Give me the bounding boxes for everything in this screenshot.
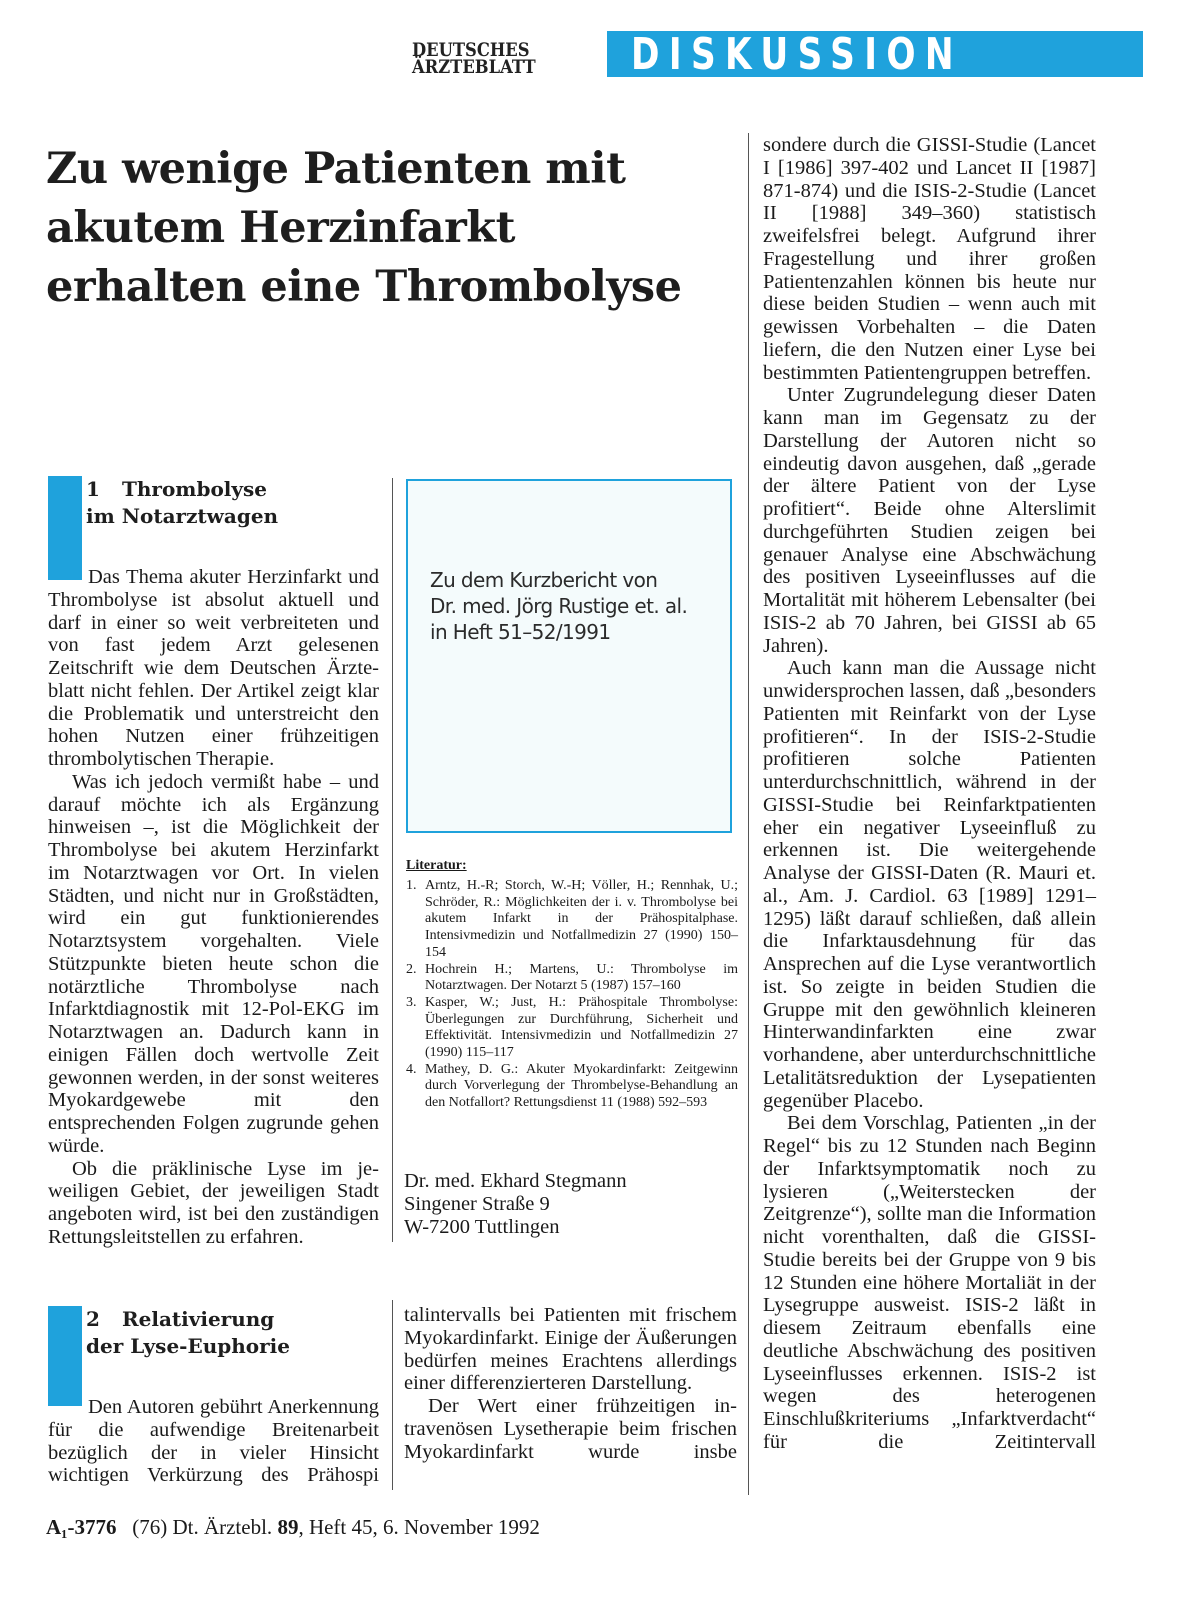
box-line3: in Heft 51–52/1991	[430, 620, 611, 644]
column-rule	[392, 478, 393, 1242]
section2-heading	[86, 1306, 290, 1360]
literature-item: 3. Kasper, W.; Just, H.: Prähospitale Thrombolyse: Überlegungen zur Durchführung, Sicherheit und Effektivität. Intensivmedizin und Notfallmedizin 27 (1990) 115–117	[406, 994, 738, 1061]
literature-item: 1. Arntz, H.-R; Storch, W.-H; Völler, H.; Rennhak, U.; Schröder, R.: Möglichkeiten der i. v. Thrombolyse bei akutem Infarkt in der Prähospitalphase. Intensivmedizin und Notfallmedizin 27 (1990) 150–154	[406, 878, 738, 960]
paragraph: Der Wert einer frühzeitigen intravenösen Lysetherapie beim frischen Myokardinfarkt wurde insbe	[404, 1395, 737, 1463]
paragraph: sondere durch die GISSI-Studie (Lancet I [1986] 397-402 und Lancet II [1987] 871-874) und die ISIS-2-Studie (Lancet II [1988] 349–360) statistisch zweifelsfrei belegt. Aufgrund ihrer Fragestellung und ihrer großen Patientenzahlen können bis heute nur diese beiden Studien – wenn auch mit gewissen Vorbehalten – die Daten liefern, die den Nutzen einer Lyse bei bestimmten Patientengruppen betreffen.	[763, 134, 1096, 384]
column-rule	[392, 1300, 393, 1490]
paragraph: Bei dem Vorschlag, Patienten „in der Regel“ bis zu 12 Stunden nach Beginn der Infarktsymptomatik noch zu lysieren („Weiterstecken der Zeitgrenze“), sollte man die Information nicht vorenthalten, daß die GISSI-Studie bereits bei der Gruppe von 9 bis 12 Stunden eine höhere Mortaliät in der Lysegruppe ausweist. ISIS-2 läßt in diesem Zeitraum ebenfalls eine deutliche Abschwächung des positiven Lyseeinflusses erkennen. ISIS-2 ist wegen des heterogenen Einschlußkriteriums „Infarktverdacht“ für die Zeitintervall	[763, 1112, 1096, 1453]
section-marker-bar	[48, 476, 82, 580]
section2-text	[48, 1396, 379, 1487]
masthead-line1: DEUTSCHES	[412, 39, 530, 61]
literature-item: 4. Mathey, D. G.: Akuter Myokardinfarkt: Zeitgewinn durch Vorverlegung der Thrombelyse-Behandlung an den Notfallort? Rettungsdienst 11 (1988) 592–593	[406, 1061, 738, 1111]
section2-number: 2	[86, 1307, 100, 1331]
paragraph: talintervalls bei Patienten mit frischem Myokardinfarkt. Einige der Äußerungen bedürfen meines Erachtens allerdings einer differenzierteren Darstellung.	[404, 1304, 737, 1395]
paragraph: Ob die präklinische Lyse im jeweiligen Gebiet, der jeweiligen Stadt angeboten wird, ist bei den zuständigen Rettungsleitstellen zu erfahren.	[48, 1157, 379, 1248]
paragraph: Unter Zugrundelegung dieser Daten kann man im Gegensatz zu der Darstellung der Autoren nicht so eindeutig davon ausgehen, daß „gerade der ältere Patient von der Lyse profitiert“. Beide ohne Alterslimit durchgeführten Studien zeigen bei genauer Analyse eine Abschwächung des positiven Lyseeinflusses auf die Mortalität mit höherem Lebensalter (bei ISIS-2 ab 70 Jahren, bei GISSI ab 65 Jahren).	[763, 384, 1096, 657]
section1-number: 1	[86, 477, 100, 501]
column2-bottom-text	[404, 1304, 737, 1463]
title-line: Zu wenige Patienten mit	[46, 144, 626, 194]
article-title	[46, 140, 766, 317]
paragraph: Auch kann man die Aussage nicht unwidersprochen lassen, daß „besonders Patienten mit Reinfarkt von der Lyse profitieren“. In der ISIS-2-Studie profitieren solche Patienten unterdurchschnittlich, während in der GISSI-Studie bei Reinfarktpatienten eher ein negativer Lyseeinfluß zu erkennen ist. Die weitergehende Analyse der GISSI-Daten (R. Mauri et. al., Am. J. Cardiol. 63 [1989] 1291–1295) läßt darauf schließen, daß allein die Infarktausdehnung für das Ansprechen auf die Lyse verantwortlich ist. So zeigte in beiden Studien die Gruppe mit den gewöhnlich kleineren Hinterwandinfarkten eine zwar vorhandene, aber unterdurchschnittliche Letalitätsreduktion der Lysepatienten gegenüber Placebo.	[763, 657, 1096, 1112]
section-marker-bar	[48, 1306, 82, 1406]
literature-heading: Literatur:	[406, 858, 467, 873]
box-line2: Dr. med. Jörg Rustige et. al.	[430, 594, 688, 618]
column-rule	[748, 133, 749, 1495]
literature-list	[406, 878, 738, 1112]
section1-title-line2: im Notarztwagen	[86, 504, 279, 528]
page-code: A₁-3776	[46, 1515, 117, 1539]
citation-post: , Heft 45, 6. November 1992	[298, 1515, 540, 1539]
author-address	[404, 1170, 627, 1239]
box-line1: Zu dem Kurzbericht von	[430, 568, 658, 592]
author-name: Dr. med. Ekhard Stegmann	[404, 1170, 627, 1192]
section-banner	[607, 29, 1143, 80]
section1-heading	[86, 476, 278, 530]
section-label: DISKUSSION	[631, 29, 963, 80]
column3-text	[763, 134, 1096, 1454]
citation-pre: (76) Dt. Ärztebl.	[132, 1515, 273, 1539]
page-footer	[46, 1515, 540, 1540]
paragraph: Das Thema akuter Herzinfarkt und Thrombolyse ist absolut aktuell und darf in einer so weit verbreiteten und von fast jedem Arzt gelesenen Zeitschrift wie dem Deutschen Ärzteblatt nicht fehlen. Der Artikel zeigt klar die Problematik und unterstreicht den hohen Nutzen einer frühzeitigen thrombolytischen Therapie.	[48, 566, 379, 770]
title-line: akutem Herzinfarkt	[46, 203, 515, 253]
citation-volume: 89	[277, 1515, 299, 1539]
paragraph: Den Autoren gebührt Anerkennung für die aufwendige Breitenarbeit bezüglich der in vieler Hinsicht wichtigen Verkürzung des Prähospi	[48, 1396, 379, 1487]
literature-item: 2. Hochrein H.; Martens, U.: Thrombolyse im Notarztwagen. Der Notarzt 5 (1987) 157–160	[406, 961, 738, 994]
section1-text	[48, 566, 379, 1249]
reference-box	[406, 479, 732, 833]
author-city: W-7200 Tuttlingen	[404, 1216, 560, 1238]
masthead-logo	[412, 39, 567, 78]
section2-title-line1: Relativierung	[122, 1307, 275, 1331]
section2-title-line2: der Lyse-Euphorie	[86, 1334, 290, 1358]
author-street: Singener Straße 9	[404, 1193, 550, 1215]
title-line: erhalten eine Thrombolyse	[46, 262, 682, 312]
masthead-line2: ÄRZTEBLATT	[412, 56, 536, 78]
paragraph: Was ich jedoch vermißt habe – und darauf möchte ich als Ergänzung hinweisen –, ist die Möglichkeit der Thrombolyse bei akutem Herzinfarkt im Notarztwagen vor Ort. In vielen Städten, und nicht nur in Großstädten, wird ein gut funktionierendes Notarztsystem vorgehalten. Viele Stützpunkte bieten heute schon die notärztliche Thrombolyse nach Infarktdiagnostik mit 12-Pol-EKG im Notarztwagen an. Dadurch kann in einigen Fällen doch wertvolle Zeit gewonnen werden, in der sonst weiteres Myokardgewebe mit den entsprechenden Folgen zugrunde gehen würde.	[48, 770, 379, 1157]
section1-title-line1: Thrombolyse	[122, 477, 267, 501]
